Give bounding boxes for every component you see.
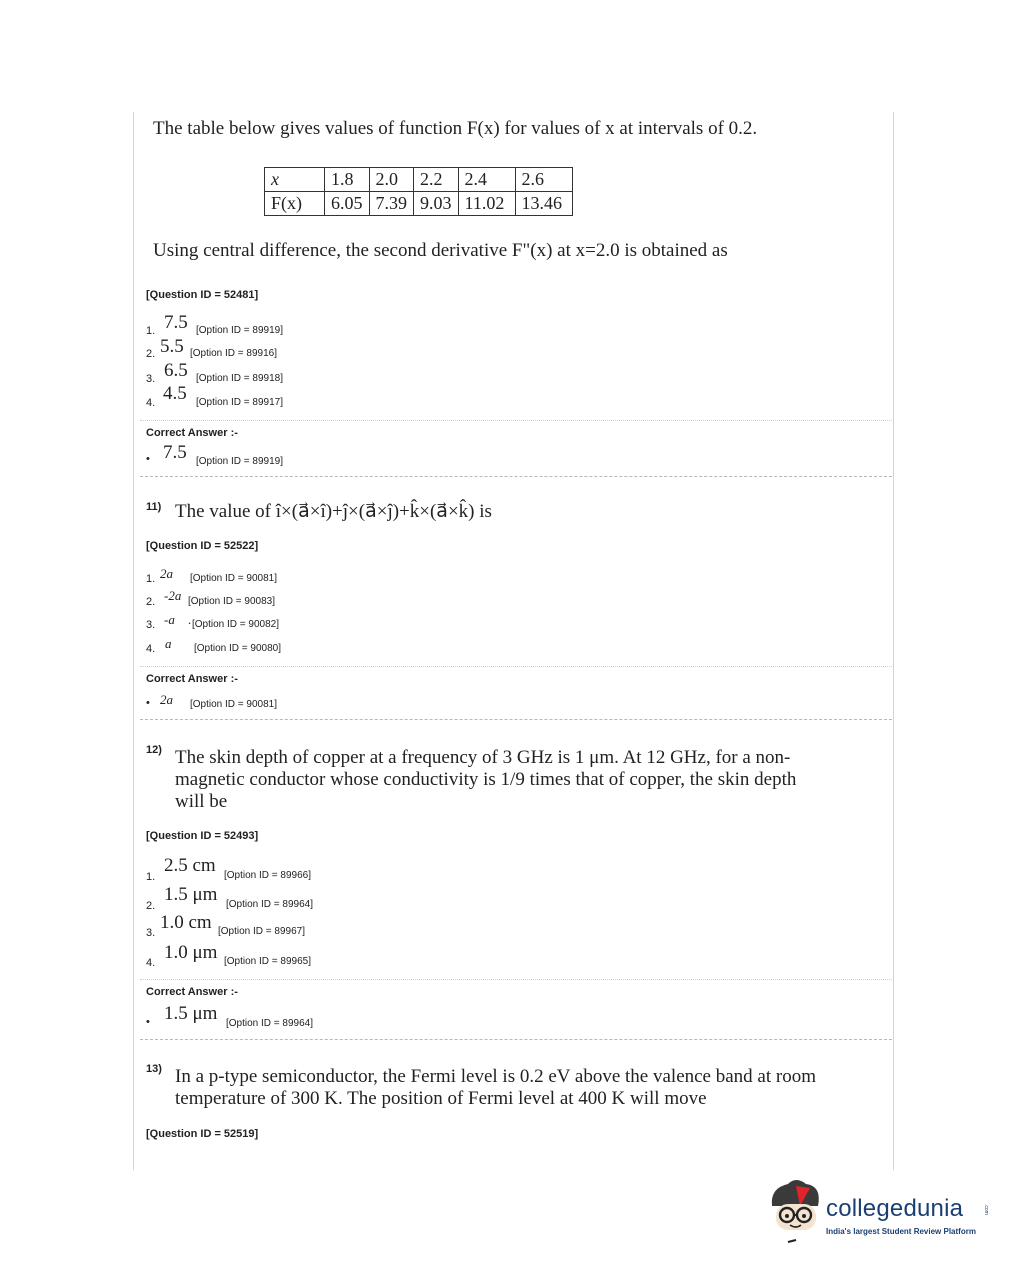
option-id: [Option ID = 89966] (224, 870, 312, 881)
correct-answer-value: 1.5 μm (164, 1003, 218, 1024)
logo-tagline: India's largest Student Review Platform (826, 1227, 976, 1236)
option-value: 2.5 cm (164, 855, 216, 876)
option-id: [Option ID = 89917] (196, 397, 284, 408)
option-number: 1. (146, 573, 156, 585)
logo-wordmark: collegedunia (826, 1195, 964, 1222)
table-cell: 6.05 (325, 192, 370, 216)
option-value: 2a⃗ (160, 566, 184, 581)
q12-number: 12) (146, 744, 162, 756)
option-value: 1.5 μm (164, 884, 218, 905)
correct-answer-value: 7.5 (163, 442, 187, 463)
correct-answer-value: 2a⃗ (160, 692, 184, 707)
q13-number: 13) (146, 1063, 162, 1075)
q13-text-line: In a p-type semiconductor, the Fermi level is 0.2 eV above the valence band at room (175, 1066, 816, 1087)
q12-text-line: The skin depth of copper at a frequency of 3 GHz is 1 μm. At 12 GHz, for a non- (175, 747, 791, 768)
option-value: 1.0 cm (160, 912, 212, 933)
q12-text-line: magnetic conductor whose conductivity is 1/9 times that of copper, the skin depth (175, 769, 797, 790)
table-row (265, 168, 573, 192)
q13-text-line: temperature of 300 K. The position of Fermi level at 400 K will move (175, 1088, 707, 1109)
option-number: 2. (146, 348, 156, 360)
option-number: 4. (146, 957, 156, 969)
option-value: a⃗ (165, 636, 182, 651)
divider (140, 979, 892, 980)
option-number: 1. (146, 325, 156, 337)
option-id: [Option ID = 89919] (196, 325, 284, 336)
option-id: [Option ID = 89916] (190, 348, 278, 359)
q12-text (175, 747, 796, 813)
option-id: [Option ID = 89967] (218, 926, 306, 937)
option-number: 2. (146, 900, 156, 912)
q13-text (175, 1066, 816, 1110)
option-value: 7.5 (164, 312, 188, 333)
option-id: [Option ID = 89965] (224, 956, 312, 967)
table-header-fx: F(x) (265, 192, 325, 216)
question-divider (140, 476, 892, 477)
table-cell: 7.39 (369, 192, 414, 216)
option-number: 4. (146, 643, 156, 655)
divider (140, 666, 892, 667)
option-value: -a⃗ . (164, 612, 192, 627)
option-id: [Option ID = 90082] (192, 619, 280, 630)
table-cell: 1.8 (325, 168, 370, 192)
correct-answer-option-id: [Option ID = 89964] (226, 1018, 314, 1029)
option-number: 3. (146, 927, 156, 939)
function-table (264, 167, 573, 216)
option-number: 3. (146, 373, 156, 385)
q11-number: 11) (146, 501, 162, 513)
option-id: [Option ID = 89918] (196, 373, 284, 384)
correct-answer-label: Correct Answer :- (146, 427, 238, 439)
q10-prompt: Using central difference, the second derivative F"(x) at x=2.0 is obtained as (153, 240, 728, 261)
question-divider (140, 1039, 892, 1040)
option-number: 2. (146, 596, 156, 608)
page-frame (133, 112, 894, 1170)
option-id: [Option ID = 90080] (194, 643, 282, 654)
q10-question-id: [Question ID = 52481] (146, 289, 259, 301)
bullet: • (146, 453, 150, 465)
correct-answer-option-id: [Option ID = 90081] (190, 699, 278, 710)
option-value: 6.5 (164, 360, 188, 381)
bullet: • (146, 1016, 150, 1028)
q13-question-id: [Question ID = 52519] (146, 1128, 259, 1140)
table-cell: 2.2 (414, 168, 459, 192)
collegedunia-mascot-icon (766, 1176, 826, 1246)
option-id: [Option ID = 89964] (226, 899, 314, 910)
q12-text-line: will be (175, 791, 228, 812)
table-cell: 2.0 (369, 168, 414, 192)
divider (140, 420, 892, 421)
logo-suffix: .com (983, 1204, 989, 1215)
bullet: • (146, 697, 150, 709)
table-cell: 11.02 (458, 192, 515, 216)
q10-intro: The table below gives values of function F(x) for values of x at intervals of 0.2. (153, 118, 758, 139)
option-id: [Option ID = 90083] (188, 596, 276, 607)
q11-text: The value of î×(a⃗×î)+ĵ×(a⃗×ĵ)+k̂×(a⃗×k̂) is (175, 501, 492, 522)
table-cell: 2.4 (458, 168, 515, 192)
option-value: 5.5 (160, 336, 184, 357)
option-id: [Option ID = 90081] (190, 573, 278, 584)
correct-answer-option-id: [Option ID = 89919] (196, 456, 284, 467)
table-cell: 2.6 (515, 168, 572, 192)
table-header-x: x (265, 168, 325, 192)
option-value: -2a⃗ (164, 588, 192, 603)
option-value: 1.0 μm (164, 942, 218, 963)
option-number: 3. (146, 619, 156, 631)
option-number: 4. (146, 397, 156, 409)
option-number: 1. (146, 871, 156, 883)
q11-question-id: [Question ID = 52522] (146, 540, 259, 552)
question-divider (140, 719, 892, 720)
table-cell: 13.46 (515, 192, 572, 216)
q12-question-id: [Question ID = 52493] (146, 830, 259, 842)
correct-answer-label: Correct Answer :- (146, 986, 238, 998)
correct-answer-label: Correct Answer :- (146, 673, 238, 685)
table-cell: 9.03 (414, 192, 459, 216)
table-row (265, 192, 573, 216)
option-value: 4.5 (163, 383, 187, 404)
